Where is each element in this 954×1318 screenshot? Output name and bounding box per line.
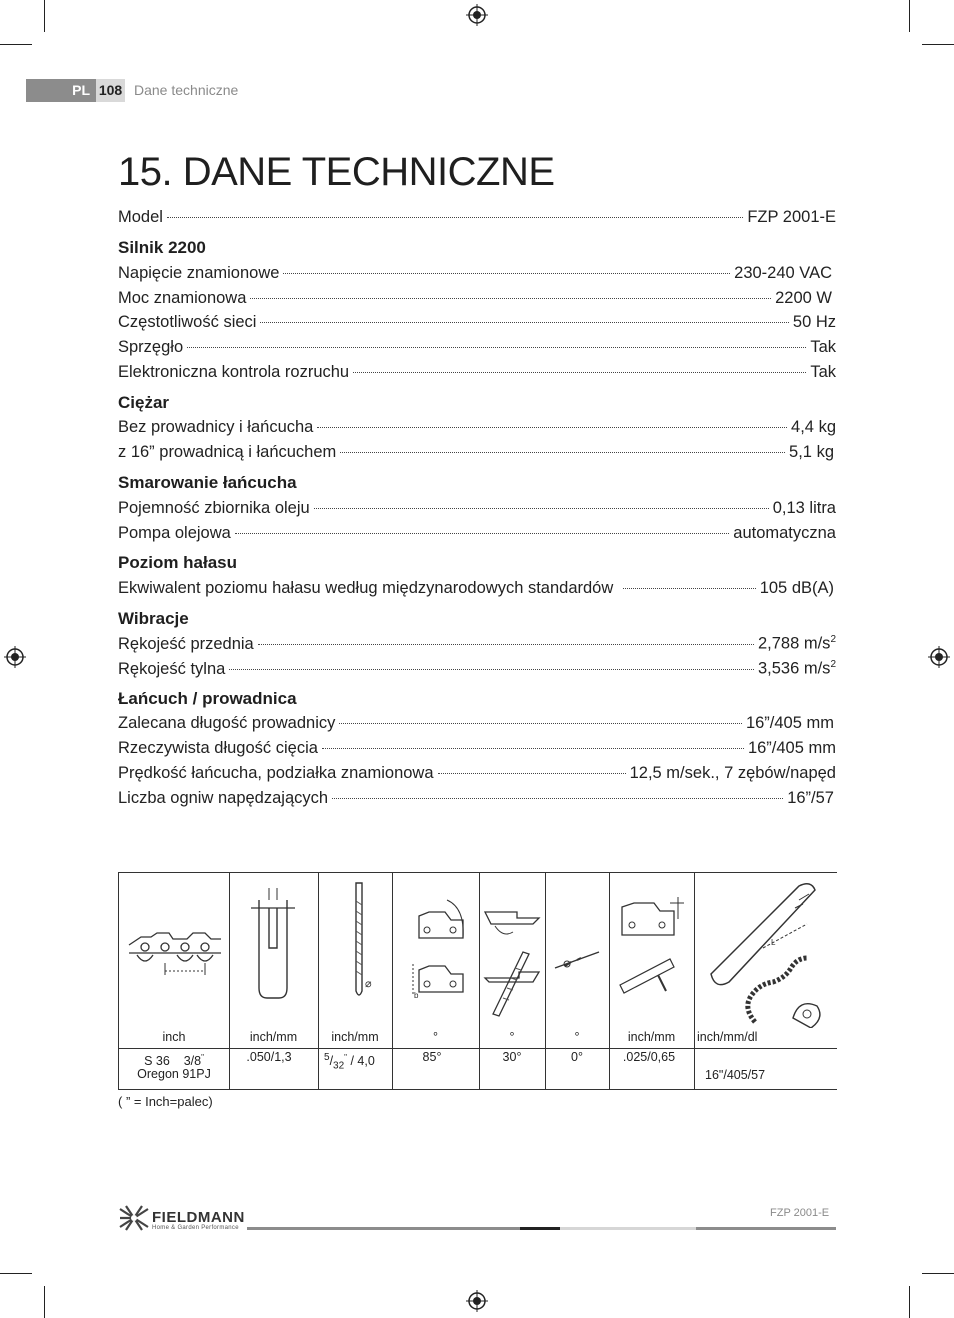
table-cell: .025/0,65 [622, 1050, 676, 1064]
spec-value: 4,4 kg [791, 418, 836, 436]
section-heading-noise: Poziom hałasu [118, 553, 238, 572]
spec-value: 12,5 m/sek., 7 zębów/napęd [629, 764, 836, 782]
registration-mark-icon [466, 1290, 488, 1312]
spec-label: Elektroniczna kontrola rozruchu [118, 363, 350, 381]
spec-value: 5,1 kg [789, 443, 834, 461]
unit-label: ° [433, 1030, 438, 1044]
section-heading-chain: Łańcuch / prowadnica [118, 689, 297, 708]
spec-label: Moc znamionowa [118, 289, 247, 307]
dot-leader [438, 773, 626, 774]
dot-leader [260, 322, 788, 323]
inch-mark: " [201, 1053, 204, 1062]
spec-row [118, 499, 836, 518]
table-cell: 0° [571, 1050, 583, 1064]
spec-row [118, 313, 836, 332]
drive-link-gauge-icon [247, 888, 299, 1003]
spec-label: Pojemność zbiornika oleju [118, 499, 310, 517]
spec-value: 16”/57 [787, 789, 834, 807]
spec-row [118, 418, 836, 437]
spec-value: automatyczna [733, 524, 836, 542]
spec-value [758, 659, 836, 679]
spec-label: Sprzęgło [118, 338, 184, 356]
superscript: 2 [830, 659, 836, 670]
table-cell-chain [119, 1051, 229, 1081]
table-cell: 16"/405/57 [705, 1068, 766, 1082]
section-heading-motor: Silnik 2200 [118, 238, 206, 257]
spec-value [758, 634, 836, 654]
spec-label: z 16” prowadnicą i łańcuchem [118, 443, 337, 461]
spec-row [118, 289, 832, 308]
file-diameter: / 4,0 [347, 1054, 375, 1069]
header-section-title: Dane techniczne [134, 82, 239, 98]
chain-pitch: 3/8 [183, 1054, 202, 1069]
spec-label: Prędkość łańcucha, podziałka znamionowa [118, 764, 434, 782]
spec-row-model [118, 208, 836, 227]
spec-label: Bez prowadnicy i łańcucha [118, 418, 314, 436]
diagram-label-b: b [414, 991, 419, 1000]
spec-row [118, 739, 836, 758]
crop-mark [909, 0, 910, 32]
unit-label: inch/mm [331, 1030, 379, 1044]
crop-mark [0, 44, 32, 45]
guide-bar-chain-icon [699, 878, 835, 1028]
spec-label: Częstotliwość sieci [118, 313, 257, 331]
brand-name: FIELDMANN [152, 1209, 245, 1226]
spec-value: 2200 W [775, 289, 832, 307]
unit-label: ° [574, 1030, 580, 1044]
spec-value: 105 dB(A) [759, 579, 834, 597]
spec-row [118, 714, 834, 733]
spec-label: Rękojeść przednia [118, 634, 254, 653]
crop-mark [922, 44, 954, 45]
crop-mark [922, 1273, 954, 1274]
table-cell: 30° [502, 1050, 522, 1064]
inch-footnote: ( ” = Inch=palec) [118, 1094, 213, 1109]
spec-row [118, 338, 836, 357]
dot-leader [167, 217, 743, 218]
registration-mark-icon [466, 4, 488, 26]
table-divider [119, 1048, 837, 1049]
fieldmann-logo-icon [118, 1205, 150, 1231]
crop-mark [909, 1286, 910, 1318]
spec-value: Tak [810, 338, 836, 356]
spec-value: 50 Hz [792, 313, 836, 331]
spec-label: Pompa olejowa [118, 524, 231, 542]
spec-label: Zalecana długość prowadnicy [118, 714, 336, 732]
spec-value: Tak [810, 363, 836, 381]
spec-row [118, 443, 834, 462]
dot-leader [283, 273, 730, 274]
table-divider [694, 873, 695, 1089]
footer-rule [520, 1227, 560, 1230]
dot-leader [623, 588, 755, 589]
fraction-numerator: 5 [324, 1052, 330, 1063]
spec-label: Liczba ogniw napędzających [118, 789, 329, 807]
crop-mark [44, 1286, 45, 1318]
filing-angle-icon [483, 908, 543, 1020]
unit-label: inch/mm [627, 1030, 676, 1044]
chain-spec-table [118, 872, 837, 1090]
spec-row [118, 579, 834, 598]
file-holder-icon [551, 948, 605, 978]
crop-mark [0, 1273, 32, 1274]
fraction-denominator: 32 [333, 1060, 345, 1072]
header-language: PL [72, 82, 90, 98]
dot-leader [353, 372, 806, 373]
spec-row [118, 634, 836, 654]
spec-row [118, 363, 836, 382]
unit-label: inch/mm [249, 1030, 298, 1044]
table-cell-file: $^5/_{32}^" / 4,0$ [324, 1052, 375, 1072]
dot-leader [332, 798, 783, 799]
spec-value: 16”/405 mm [745, 714, 834, 732]
diameter-symbol: ⌀ [365, 978, 372, 990]
dot-leader [317, 427, 787, 428]
chain-pitch-icon [127, 923, 223, 978]
spec-row [118, 789, 834, 808]
unit-label: inch/mm/dl [697, 1030, 758, 1044]
spec-value: 16”/405 mm [747, 739, 836, 757]
section-heading-weight: Ciężar [118, 393, 170, 412]
dot-leader [339, 723, 742, 724]
spec-value: FZP 2001-E [747, 208, 836, 226]
spec-row [118, 524, 836, 543]
spec-label: Napięcie znamionowe [118, 264, 280, 282]
inch-mark: " [344, 1053, 348, 1062]
crop-mark [44, 0, 45, 32]
spec-row [118, 264, 832, 283]
spec-label: Rzeczywista długość cięcia [118, 739, 318, 757]
dot-leader [187, 347, 806, 348]
spec-label: Ekwiwalent poziomu hałasu według międzynarodowych standardów [118, 579, 614, 597]
spec-row [118, 764, 836, 783]
depth-gauge-icon [614, 895, 688, 1003]
chain-model: Oregon 91PJ [137, 1067, 211, 1082]
dot-leader [250, 298, 771, 299]
registration-mark-icon [4, 646, 26, 668]
table-cell: .050/1,3 [246, 1050, 292, 1064]
dot-leader [314, 508, 769, 509]
section-heading-vibration: Wibracje [118, 609, 189, 628]
spec-label: Model [118, 208, 163, 226]
spec-value: 0,13 litra [772, 499, 836, 517]
footer-rule [247, 1227, 520, 1230]
spec-label: Rękojeść tylna [118, 659, 226, 678]
superscript: 2 [830, 634, 836, 645]
footer-model: FZP 2001-E [770, 1207, 830, 1219]
table-divider [318, 873, 319, 1089]
footer-rule [560, 1227, 696, 1230]
chain-type: S 36 [144, 1054, 170, 1069]
dot-leader [235, 533, 729, 534]
top-plate-angle-icon [407, 898, 473, 1003]
page-title: 15. DANE TECHNICZNE [118, 150, 555, 194]
dot-leader [322, 748, 744, 749]
spec-value: 230-240 VAC [734, 264, 832, 282]
brand-tagline: Home & Garden Performance [152, 1225, 239, 1231]
footer-rule [696, 1227, 836, 1230]
unit-label: inch [162, 1030, 186, 1044]
spec-value-text: 2,788 m/s [757, 634, 831, 653]
table-cell: 85° [422, 1050, 442, 1064]
unit-label: ° [509, 1030, 515, 1044]
dot-leader [258, 644, 754, 645]
diagram-label-l: L [771, 938, 776, 947]
section-heading-lubrication: Smarowanie łańcucha [118, 473, 297, 492]
registration-mark-icon [928, 646, 950, 668]
header-page-number: 108 [96, 79, 125, 102]
dot-leader [340, 452, 785, 453]
spec-value-text: 3,536 m/s [757, 659, 831, 678]
dot-leader [229, 669, 754, 670]
spec-row [118, 659, 836, 679]
